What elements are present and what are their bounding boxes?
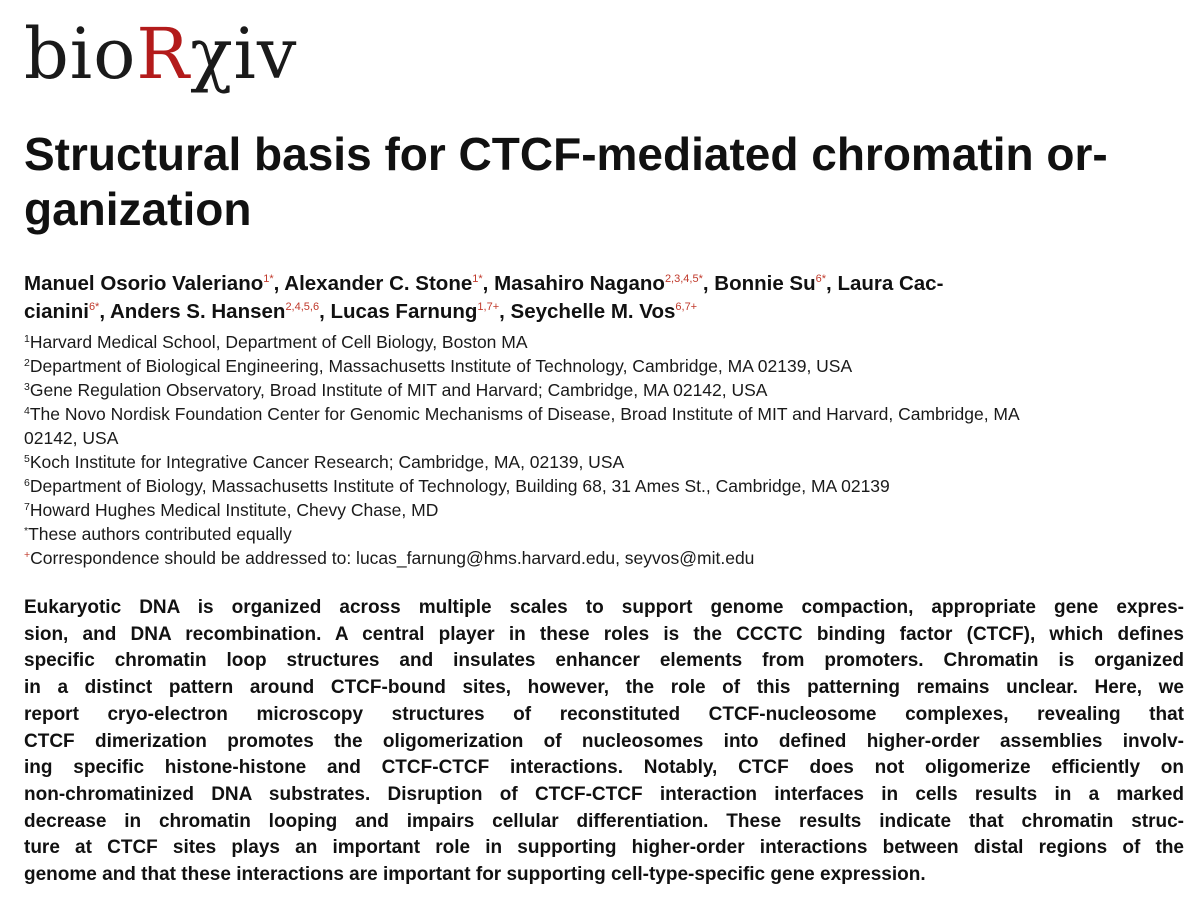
logo-text-chi: χ bbox=[190, 13, 234, 95]
affiliation-item-continued: 02142, USA bbox=[24, 428, 119, 448]
title-line-1: Structural basis for CTCF-mediated chromatin or- bbox=[24, 128, 1108, 180]
affiliation-text: Koch Institute for Integrative Cancer Research; Cambridge, MA, 02139, USA bbox=[29, 452, 625, 472]
note-text: Correspondence should be addressed to: lucas_farnung@hms.harvard.edu, seyvos@mit.edu bbox=[30, 548, 755, 568]
affiliation-number: 1 bbox=[24, 333, 30, 345]
abstract-line: genome and that these interactions are important for supporting cell-type-specific gene expression. bbox=[24, 864, 926, 886]
author-separator: , bbox=[273, 272, 280, 295]
author-line-1 bbox=[24, 270, 1194, 298]
note-text: These authors contributed equally bbox=[28, 524, 292, 544]
affiliation-symbol: + bbox=[24, 549, 31, 561]
abstract-line: decrease in chromatin looping and impairs cellular differentiation. These results indicate that chromatin struc- bbox=[24, 810, 1184, 832]
affiliation-text: Department of Biological Engineering, Massachusetts Institute of Technology, Cambridge, MA 02139, USA bbox=[29, 356, 853, 376]
author-affiliation-sup: 1* bbox=[472, 273, 483, 285]
abstract-line: specific chromatin loop structures and insulates enhancer elements from promoters. Chromatin is organized bbox=[24, 650, 1184, 672]
affiliation-list bbox=[24, 330, 1194, 570]
author-name: Lucas Farnung bbox=[330, 300, 478, 323]
title-line-2: ganization bbox=[24, 183, 252, 235]
affiliation-item bbox=[24, 450, 1194, 474]
affiliation-item bbox=[24, 402, 1194, 426]
author-name: cianini bbox=[24, 300, 89, 323]
abstract-line: Eukaryotic DNA is organized across multiple scales to support genome compaction, appropriate gene expres- bbox=[24, 597, 1184, 618]
author-affiliation-sup: 1* bbox=[263, 273, 274, 285]
logo-text-iv: iv bbox=[233, 13, 298, 95]
abstract-line: in a distinct pattern around CTCF-bound sites, however, the role of this patterning remains unclear. Here, we bbox=[24, 677, 1184, 699]
correspondence-note bbox=[24, 546, 1194, 570]
author-separator: , bbox=[482, 272, 489, 295]
abstract-line: ture at CTCF sites plays an important role in supporting higher-order interactions between distal regions of the bbox=[24, 837, 1184, 859]
biorxiv-logo[interactable] bbox=[24, 14, 297, 94]
author-name: Alexander C. Stone bbox=[284, 272, 473, 295]
abstract-line: non-chromatinized DNA substrates. Disruption of CTCF-CTCF interaction interfaces in cells results in a marked bbox=[24, 783, 1184, 805]
affiliation-number: 5 bbox=[24, 453, 30, 465]
affiliation-text: Department of Biology, Massachusetts Institute of Technology, Building 68, 31 Ames St., Cambridge, MA 02139 bbox=[29, 476, 890, 496]
affiliation-text: The Novo Nordisk Foundation Center for Genomic Mechanisms of Disease, Broad Institute of MIT and Harvard, Cambridge, MA bbox=[29, 404, 1020, 424]
author-affiliation-sup: 2,4,5,6 bbox=[285, 301, 320, 313]
author-separator: , bbox=[99, 300, 106, 323]
author-name: Anders S. Hansen bbox=[109, 300, 286, 323]
author-separator: , bbox=[826, 272, 832, 295]
author-line-2 bbox=[24, 298, 1194, 326]
affiliation-item bbox=[24, 354, 1194, 378]
affiliation-item bbox=[24, 498, 1194, 522]
abstract-line: ing specific histone-histone and CTCF-CTCF interactions. Notably, CTCF does not oligomerize efficiently on bbox=[24, 757, 1184, 779]
author-name: Laura Cac- bbox=[837, 272, 944, 295]
author-affiliation-sup: 2,3,4,5* bbox=[664, 273, 703, 285]
affiliation-number: 4 bbox=[24, 405, 30, 417]
affiliation-text: Howard Hughes Medical Institute, Chevy Chase, MD bbox=[29, 500, 439, 520]
author-name: Masahiro Nagano bbox=[494, 272, 665, 295]
affiliation-number: 2 bbox=[24, 357, 30, 369]
logo-text-r: R bbox=[136, 13, 191, 95]
affiliation-item bbox=[24, 378, 1194, 402]
author-name: Manuel Osorio Valeriano bbox=[24, 272, 264, 295]
author-separator: , bbox=[319, 300, 325, 323]
abstract bbox=[24, 595, 1184, 889]
affiliation-item bbox=[24, 330, 1194, 354]
author-affiliation-sup: 6* bbox=[88, 301, 100, 313]
author-name: Seychelle M. Vos bbox=[510, 300, 676, 323]
abstract-line: sion, and DNA recombination. A central player in these roles is the CCCTC binding factor (CTCF), which defines bbox=[24, 623, 1184, 645]
affiliation-item bbox=[24, 474, 1194, 498]
abstract-line: CTCF dimerization promotes the oligomerization of nucleosomes into defined higher-order assemblies involv- bbox=[24, 730, 1184, 752]
paper-title bbox=[24, 127, 1184, 237]
author-name: Bonnie Su bbox=[714, 272, 816, 295]
affiliation-text: Harvard Medical School, Department of Cell Biology, Boston MA bbox=[29, 332, 528, 352]
affiliation-number: 3 bbox=[24, 381, 30, 393]
equal-contribution-note bbox=[24, 522, 1194, 546]
author-affiliation-sup: 6,7+ bbox=[675, 301, 698, 313]
affiliation-text: Gene Regulation Observatory, Broad Institute of MIT and Harvard; Cambridge, MA 02142, USA bbox=[29, 380, 768, 400]
author-affiliation-sup: 1,7+ bbox=[477, 301, 500, 313]
affiliation-number: 6 bbox=[24, 477, 30, 489]
affiliation-symbol: * bbox=[24, 525, 29, 537]
abstract-line: report cryo-electron microscopy structures of reconstituted CTCF-nucleosome complexes, revealing that bbox=[24, 703, 1184, 725]
author-affiliation-sup: 6* bbox=[815, 273, 827, 285]
affiliation-number: 7 bbox=[24, 501, 30, 513]
author-list bbox=[24, 270, 1194, 326]
logo-text-bio: bio bbox=[24, 13, 137, 95]
author-separator: , bbox=[499, 300, 505, 323]
author-separator: , bbox=[702, 272, 709, 295]
